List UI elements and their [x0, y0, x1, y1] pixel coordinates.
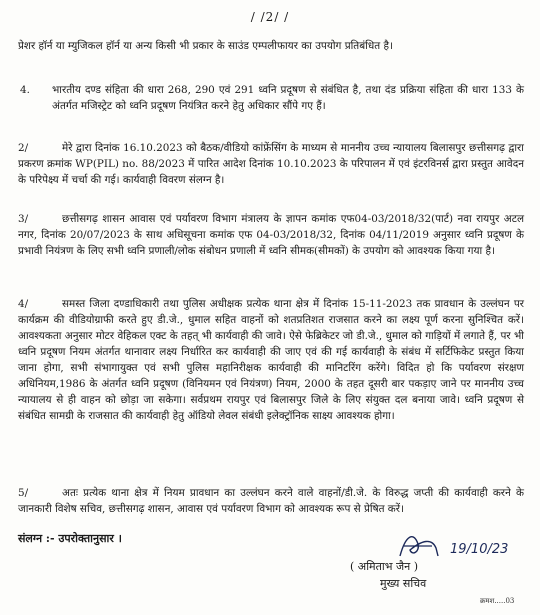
paragraph-continuation: प्रेशर हॉर्न या म्युजिकल हॉर्न या अन्य किसी भी प्रकार के साउंड एम्पलीफायर का उपयोग प्रतिबंधित है। [18, 40, 393, 52]
signatory-designation: मुख्य सचिव [380, 577, 427, 590]
paragraph-3-number: 3/ [18, 213, 29, 225]
paragraph-2: मेरे द्वारा दिनांक 16.10.2023 को बैठक/वीडियो कांफ्रेंसिंग के माध्यम से माननीय उच्च न्यायालय बिलासपुर छत्तीसगढ़ द्वारा प्रकरण क्रमांक WP(PIL) no. 88/2023 में पारित आदेश दिनांक 10.10.2023 के परिपालन में एवं इंटरविनर्स द्वारा प्रस्तुत आवेदन के परिपेक्ष्य में चर्चा की गई। कार्यवाही विवरण संलग्न है। [18, 142, 524, 186]
paragraph-5: अतः प्रत्येक थाना क्षेत्र में नियम प्रावधान का उल्लंघन करने वाले वाहनों/डी.जे. के विरुद्ध जप्ती की कार्यवाही करने के जानकारी विशेष सचिव, छत्तीसगढ़ शासन, आवास एवं पर्यावरण विभाग को आवश्यक रूप से प्रेषित करें। [18, 487, 524, 515]
paragraph-3: छत्तीसगढ़ शासन आवास एवं पर्यावरण विभाग मंत्रालय के ज्ञापन कमांक एफ04-03/2018/32(पार्ट) नवा रायपुर अटल नगर, दिनांक 20/07/2023 के साथ अधिसूचना कमांक एफ 04-03/2018/32, दिनांक 04/11/2019 अनुसार ध्वनि प्रदूषण के प्रभावी नियंत्रण के लिए सभी ध्वनि प्रणाली/लोक संबोधन प्रणाली में ध्वनि सीमक(सीमकों) के उपयोग को आवश्यक किया गया है। [18, 213, 524, 257]
list-item-number: 4. [20, 84, 30, 96]
paragraph-4-number: 4/ [18, 298, 29, 310]
signature-date: 19/10/23 [450, 542, 509, 557]
paragraph-5-number: 5/ [18, 487, 29, 499]
enclosure-line: संलग्न :- उपरोक्तानुसार । [18, 532, 122, 545]
list-item-text: भारतीय दण्ड संहिता की धारा 268, 290 एवं 291 ध्वनि प्रदूषण से संबंधित है, तथा दंड प्रक्रिया संहिता की धारा 133 के अंतर्गत मजिस्ट्रेट को ध्वनि प्रदूषण नियंत्रित करने हेतु अधिकार सौंपे गए हैं। [52, 84, 524, 112]
list-item-4 [18, 82, 524, 114]
paragraph-2-number: 2/ [18, 142, 29, 154]
paragraph-4: समस्त जिला दण्डाधिकारी तथा पुलिस अधीक्षक प्रत्येक थाना क्षेत्र में दिनांक 15-11-2023 तक प्रावधान के उल्लंघन पर कार्यक्रम की वीडियोग्राफी करते हुए डी.जे., धुमाल सहित वाहनों को शतप्रतिशत राजसात करने का लक्ष्य पूर्ण करना सुनिश्चित करें। आवश्यकता अनुसार मोटर वेहिकल एक्ट के तहत् भी कार्यवाही की जावे। ऐसे फेब्रिकेटर जो डी.जे., धुमाल को गाड़ियों में लगाते हैं, पर भी ध्वनि प्रदूषण नियम अंतर्गत थानावार लक्ष्य निर्धारित कर कार्यवाही की जाए एवं की गई कार्यवाही के संबंध में सर्टिफिकेट प्रस्तुत किया जाना होगा, सभी संभागायुक्त एवं सभी पुलिस महानिरीक्षक कार्यवाही की मानिटरिंग करेंगे। विदित हो कि पर्यावरण संरक्षण अधिनियम,1986 के अंतर्गत ध्वनि प्रदूषण (विनियमन एवं नियंत्रण) नियम, 2000 के तहत दूसरी बार पकड़ाए जाने पर माननीय उच्च न्यायालय से ही वाहन को छोड़ा जा सकेगा। सर्वप्रथम रायपुर एवं बिलासपुर जिले के लिए संयुक्त दल बनाया जावे। ध्वनि प्रदूषण से संबंधित सामग्री के राजसात की कार्यवाही हेतु ऑडियो लेवल संबंधी इलेक्ट्रॉनिक साक्ष्य आवश्यक होगा। [18, 298, 524, 422]
signatory-name: ( अमिताभ जैन ) [350, 560, 419, 573]
page-number: / /2/ / [250, 10, 290, 24]
continuation-marker: क्रमश.....03 [480, 597, 515, 605]
